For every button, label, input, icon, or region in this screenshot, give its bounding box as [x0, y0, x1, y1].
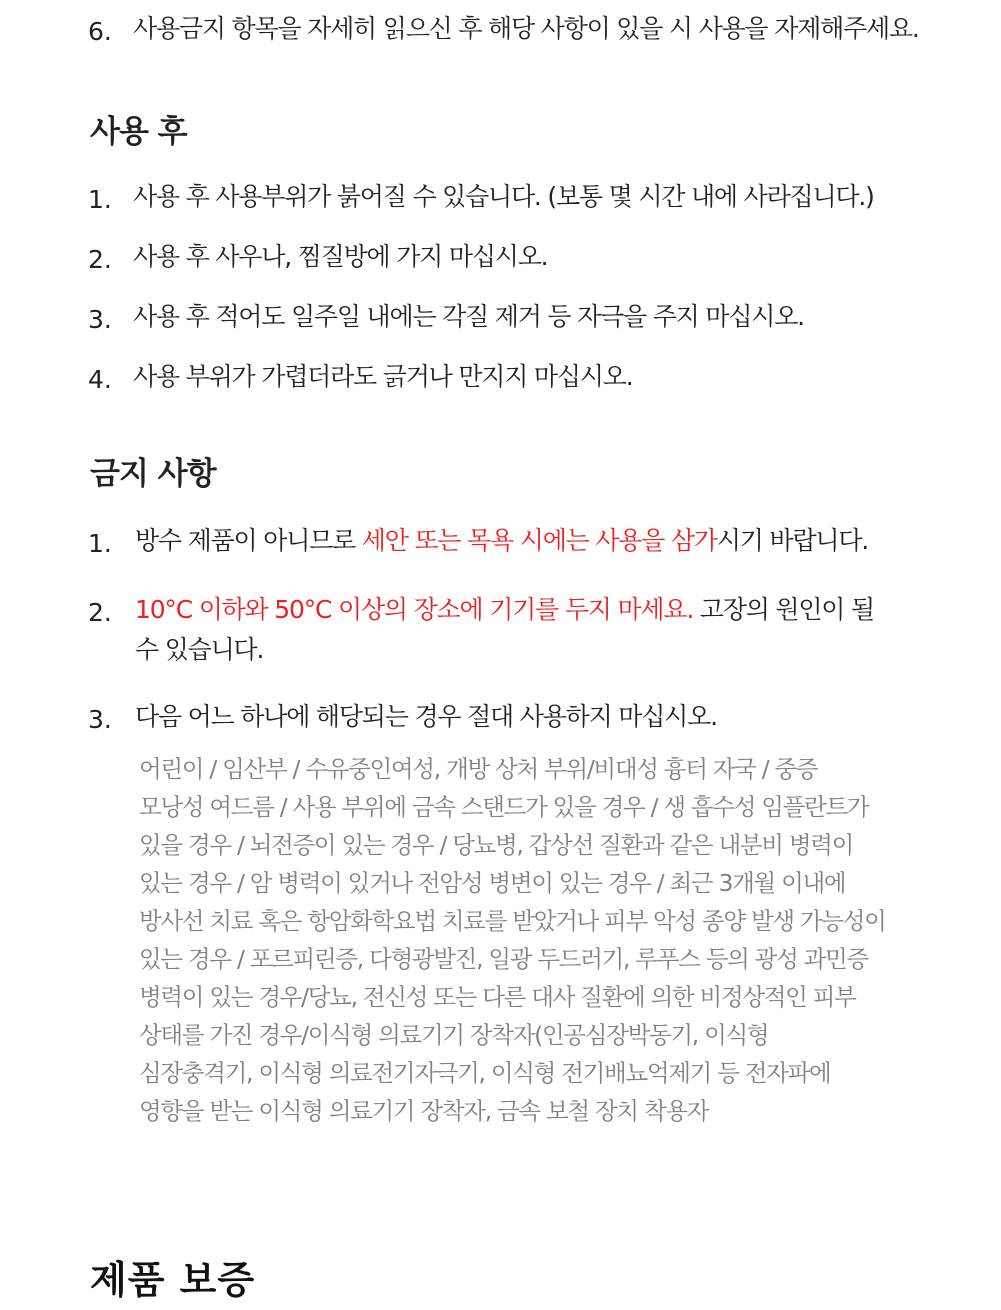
- detail-line: 방사선 치료 혹은 항암화학요법 치료를 받았거나 피부 악성 종양 발생 가능성이: [139, 907, 886, 935]
- list-item-text: 사용 후 적어도 일주일 내에는 각질 제거 등 자극을 주지 마십시오.: [133, 302, 804, 331]
- text-line: 수 있습니다.: [135, 635, 264, 664]
- section-heading-warranty: 제품 보증: [90, 1258, 256, 1302]
- list-item-text: 사용 부위가 가렵더라도 긁거나 만지지 마십시오.: [133, 362, 633, 391]
- list-number: 3.: [88, 305, 112, 334]
- highlight-text: 세안 또는 목욕 시에는 사용을 삼가: [361, 526, 717, 555]
- detail-line: 있는 경우 / 포르피린증, 다형광발진, 일광 두드러기, 루푸스 등의 광성 과민증: [139, 945, 868, 973]
- prohibition-item-2: [135, 590, 874, 670]
- detail-line: 있을 경우 / 뇌전증이 있는 경우 / 당뇨병, 갑상선 질환과 같은 내분비 병력이: [139, 831, 854, 859]
- prohibition-item-1: [135, 526, 868, 556]
- list-number: 1.: [88, 185, 112, 214]
- detail-line: 상태를 가진 경우/이식형 의료기기 장착자(인공심장박동기, 이식형: [139, 1021, 769, 1049]
- list-item-text: 사용금지 항목을 자세히 읽으신 후 해당 사항이 있을 시 사용을 자제해주세요.: [133, 14, 919, 43]
- detail-line: 영향을 받는 이식형 의료기기 장착자, 금속 보철 장치 착용자: [139, 1097, 709, 1125]
- list-number: 2.: [88, 598, 112, 627]
- list-item-text: 사용 후 사우나, 찜질방에 가지 마십시오.: [133, 242, 548, 271]
- detail-line: 병력이 있는 경우/당뇨, 전신성 또는 다른 대사 질환에 의한 비정상적인 피부: [139, 983, 856, 1011]
- detail-line: 어린이 / 임산부 / 수유중인여성, 개방 상처 부위/비대성 흉터 자국 / 중증: [139, 755, 818, 783]
- highlight-text: 10°C 이하와 50°C 이상의 장소에 기기를 두지 마세요.: [135, 595, 694, 624]
- detail-line: 모낭성 여드름 / 사용 부위에 금속 스탠드가 있을 경우 / 생 흡수성 임플란트가: [139, 793, 869, 821]
- text-segment: 시기 바랍니다.: [716, 526, 869, 555]
- list-item-text: 사용 후 사용부위가 붉어질 수 있습니다. (보통 몇 시간 내에 사라집니다.): [133, 182, 874, 211]
- list-number: 2.: [88, 245, 112, 274]
- detail-line: 있는 경우 / 암 병력이 있거나 전암성 병변이 있는 경우 / 최근 3개월 이내에: [139, 869, 846, 897]
- prohibition-details: [139, 750, 899, 1130]
- section-heading-after-use: 사용 후: [90, 114, 187, 150]
- list-number: 6.: [88, 17, 112, 46]
- section-heading-prohibitions: 금지 사항: [90, 456, 216, 492]
- list-number: 1.: [88, 529, 112, 558]
- detail-line: 심장충격기, 이식형 의료전기자극기, 이식형 전기배뇨억제기 등 전자파에: [139, 1059, 831, 1087]
- list-number: 3.: [88, 705, 112, 734]
- text-segment: 방수 제품이 아니므로: [135, 526, 362, 555]
- list-number: 4.: [88, 365, 112, 394]
- text-segment: 고장의 원인이 될: [693, 595, 874, 624]
- list-item-text: 다음 어느 하나에 해당되는 경우 절대 사용하지 마십시오.: [135, 702, 717, 731]
- text-line: [135, 590, 874, 630]
